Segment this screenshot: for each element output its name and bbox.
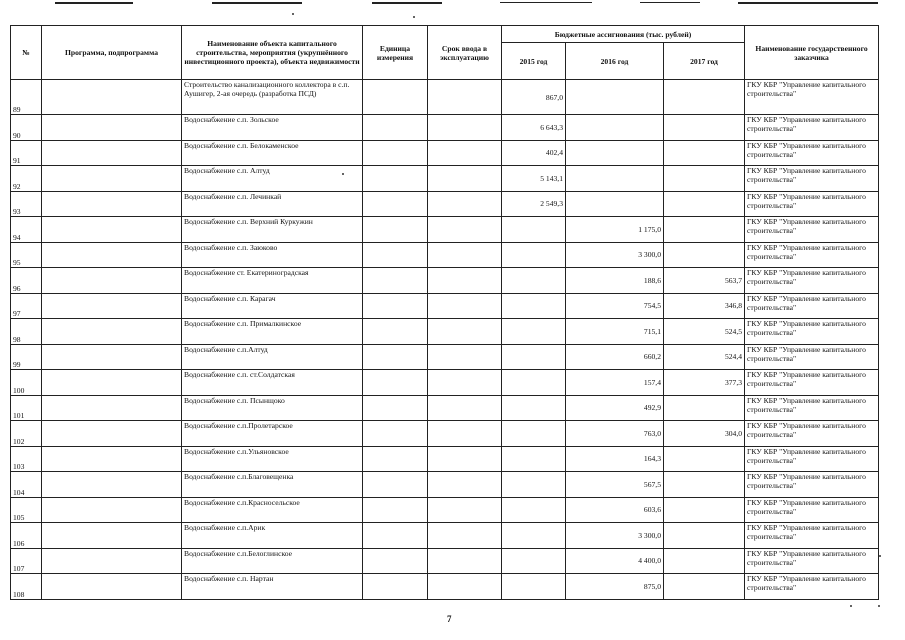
row-program xyxy=(42,344,182,370)
scan-speck xyxy=(342,173,344,175)
row-value-2016: 4 400,0 xyxy=(566,548,664,574)
budget-table xyxy=(10,25,879,600)
row-unit xyxy=(363,115,428,141)
table-row xyxy=(11,446,879,472)
col-budget-header: Бюджетные ассигнования (тыс. рублей) xyxy=(502,26,745,43)
row-program xyxy=(42,242,182,268)
row-object-name: Водоснабжение с.п.Алтуд xyxy=(182,344,363,370)
row-object-name: Водоснабжение с.п. Заюково xyxy=(182,242,363,268)
col-num-header: № xyxy=(11,26,42,80)
row-object-name: Водоснабжение с.п. Зольское xyxy=(182,115,363,141)
row-value-2016: 763,0 xyxy=(566,421,664,447)
table-row xyxy=(11,548,879,574)
row-unit xyxy=(363,268,428,294)
row-value-2017 xyxy=(664,395,745,421)
row-unit xyxy=(363,140,428,166)
row-value-2017 xyxy=(664,242,745,268)
table-row xyxy=(11,574,879,600)
row-program xyxy=(42,370,182,396)
row-customer: ГКУ КБР "Управление капитального строительства" xyxy=(745,217,879,243)
row-unit xyxy=(363,217,428,243)
row-value-2016: 3 300,0 xyxy=(566,523,664,549)
row-object-name: Водоснабжение с.п.Пролетарское xyxy=(182,421,363,447)
col-unit-header: Единица измерения xyxy=(363,26,428,80)
row-program xyxy=(42,191,182,217)
row-customer: ГКУ КБР "Управление капитального строительства" xyxy=(745,370,879,396)
row-customer: ГКУ КБР "Управление капитального строительства" xyxy=(745,574,879,600)
row-program xyxy=(42,421,182,447)
row-customer: ГКУ КБР "Управление капитального строительства" xyxy=(745,293,879,319)
row-deadline xyxy=(428,293,502,319)
col-2015-header: 2015 год xyxy=(502,43,566,80)
row-value-2015 xyxy=(502,472,566,498)
table-row xyxy=(11,523,879,549)
table-row xyxy=(11,80,879,115)
row-object-name: Водоснабжение с.п. Верхний Куркужин xyxy=(182,217,363,243)
row-unit xyxy=(363,293,428,319)
row-value-2017 xyxy=(664,140,745,166)
row-program xyxy=(42,446,182,472)
table-row xyxy=(11,497,879,523)
row-deadline xyxy=(428,319,502,345)
row-deadline xyxy=(428,395,502,421)
row-value-2016: 3 300,0 xyxy=(566,242,664,268)
row-object-name: Водоснабжение с.п. Карагач xyxy=(182,293,363,319)
row-value-2016: 754,5 xyxy=(566,293,664,319)
row-unit xyxy=(363,344,428,370)
scan-speck xyxy=(292,13,294,15)
row-value-2015: 402,4 xyxy=(502,140,566,166)
table-row xyxy=(11,344,879,370)
row-customer: ГКУ КБР "Управление капитального строительства" xyxy=(745,344,879,370)
row-object-name: Водоснабжение с.п. Алтуд xyxy=(182,166,363,192)
row-value-2015 xyxy=(502,319,566,345)
table-row xyxy=(11,217,879,243)
row-value-2017 xyxy=(664,191,745,217)
row-value-2017: 524,4 xyxy=(664,344,745,370)
row-object-name: Водоснабжение с.п.Ульяновское xyxy=(182,446,363,472)
row-object-name: Строительство канализационного коллектора в с.п. Аушигер, 2-ая очередь (разработка ПСД) xyxy=(182,80,363,115)
row-unit xyxy=(363,370,428,396)
row-value-2017 xyxy=(664,115,745,141)
row-program xyxy=(42,80,182,115)
col-2016-header: 2016 год xyxy=(566,43,664,80)
col-2017-header: 2017 год xyxy=(664,43,745,80)
row-number: 104 xyxy=(11,472,42,498)
row-customer: ГКУ КБР "Управление капитального строительства" xyxy=(745,446,879,472)
table-row xyxy=(11,293,879,319)
row-program xyxy=(42,140,182,166)
table-row xyxy=(11,472,879,498)
table-row xyxy=(11,242,879,268)
row-deadline xyxy=(428,344,502,370)
page-number: 7 xyxy=(447,614,452,624)
row-object-name: Водоснабжение с.п. Прималкинское xyxy=(182,319,363,345)
table-row xyxy=(11,370,879,396)
row-number: 107 xyxy=(11,548,42,574)
row-unit xyxy=(363,548,428,574)
row-deadline xyxy=(428,166,502,192)
row-value-2016: 492,9 xyxy=(566,395,664,421)
row-number: 100 xyxy=(11,370,42,396)
row-unit xyxy=(363,319,428,345)
row-value-2015 xyxy=(502,217,566,243)
row-number: 103 xyxy=(11,446,42,472)
scan-speck xyxy=(850,605,852,607)
col-program-header: Программа, подпрограмма xyxy=(42,26,182,80)
row-unit xyxy=(363,472,428,498)
top-rule xyxy=(372,2,442,4)
row-number: 99 xyxy=(11,344,42,370)
row-object-name: Водоснабжение с.п.Белоглинское xyxy=(182,548,363,574)
row-customer: ГКУ КБР "Управление капитального строительства" xyxy=(745,242,879,268)
row-customer: ГКУ КБР "Управление капитального строительства" xyxy=(745,268,879,294)
row-deadline xyxy=(428,80,502,115)
row-customer: ГКУ КБР "Управление капитального строительства" xyxy=(745,548,879,574)
scan-speck xyxy=(413,16,415,18)
table-row xyxy=(11,319,879,345)
row-value-2015 xyxy=(502,395,566,421)
row-number: 96 xyxy=(11,268,42,294)
row-value-2016: 567,5 xyxy=(566,472,664,498)
row-deadline xyxy=(428,574,502,600)
row-deadline xyxy=(428,140,502,166)
row-unit xyxy=(363,395,428,421)
row-value-2017: 377,3 xyxy=(664,370,745,396)
row-value-2017: 563,7 xyxy=(664,268,745,294)
row-deadline xyxy=(428,548,502,574)
row-number: 102 xyxy=(11,421,42,447)
row-program xyxy=(42,548,182,574)
row-program xyxy=(42,497,182,523)
row-unit xyxy=(363,242,428,268)
row-value-2016: 715,1 xyxy=(566,319,664,345)
table-row xyxy=(11,421,879,447)
row-object-name: Водоснабжение с.п. Белокаменское xyxy=(182,140,363,166)
row-number: 91 xyxy=(11,140,42,166)
row-object-name: Водоснабжение с.п.Арик xyxy=(182,523,363,549)
row-unit xyxy=(363,446,428,472)
row-value-2015 xyxy=(502,421,566,447)
scan-speck xyxy=(879,555,881,557)
row-program xyxy=(42,268,182,294)
row-deadline xyxy=(428,217,502,243)
row-number: 89 xyxy=(11,80,42,115)
row-number: 98 xyxy=(11,319,42,345)
row-unit xyxy=(363,80,428,115)
row-value-2017: 304,0 xyxy=(664,421,745,447)
row-program xyxy=(42,217,182,243)
top-rule xyxy=(55,2,133,4)
row-number: 95 xyxy=(11,242,42,268)
row-customer: ГКУ КБР "Управление капитального строительства" xyxy=(745,140,879,166)
col-deadline-header: Срок ввода в эксплуатацию xyxy=(428,26,502,80)
row-deadline xyxy=(428,523,502,549)
row-value-2015 xyxy=(502,574,566,600)
table-row xyxy=(11,268,879,294)
row-deadline xyxy=(428,191,502,217)
top-rule xyxy=(500,2,592,3)
table-row xyxy=(11,140,879,166)
row-value-2017 xyxy=(664,548,745,574)
row-number: 90 xyxy=(11,115,42,141)
row-object-name: Водоснабжение с.п. Нартан xyxy=(182,574,363,600)
table-row xyxy=(11,191,879,217)
row-value-2016 xyxy=(566,166,664,192)
row-value-2016: 875,0 xyxy=(566,574,664,600)
row-number: 97 xyxy=(11,293,42,319)
row-value-2016 xyxy=(566,115,664,141)
row-value-2017 xyxy=(664,472,745,498)
top-rule xyxy=(212,2,302,4)
row-value-2015 xyxy=(502,523,566,549)
row-program xyxy=(42,115,182,141)
row-customer: ГКУ КБР "Управление капитального строительства" xyxy=(745,421,879,447)
row-program xyxy=(42,319,182,345)
row-customer: ГКУ КБР "Управление капитального строительства" xyxy=(745,395,879,421)
row-customer: ГКУ КБР "Управление капитального строительства" xyxy=(745,472,879,498)
row-value-2015 xyxy=(502,548,566,574)
row-value-2015: 867,0 xyxy=(502,80,566,115)
row-value-2015: 5 143,1 xyxy=(502,166,566,192)
row-unit xyxy=(363,574,428,600)
row-value-2015 xyxy=(502,446,566,472)
row-deadline xyxy=(428,421,502,447)
row-unit xyxy=(363,497,428,523)
row-value-2015 xyxy=(502,293,566,319)
row-object-name: Водоснабжение с.п.Благовещенка xyxy=(182,472,363,498)
row-value-2015 xyxy=(502,242,566,268)
row-customer: ГКУ КБР "Управление капитального строительства" xyxy=(745,166,879,192)
table-row xyxy=(11,166,879,192)
row-number: 92 xyxy=(11,166,42,192)
row-number: 105 xyxy=(11,497,42,523)
row-object-name: Водоснабжение с.п. Псынщоко xyxy=(182,395,363,421)
row-value-2016 xyxy=(566,140,664,166)
row-value-2017 xyxy=(664,166,745,192)
row-number: 106 xyxy=(11,523,42,549)
row-object-name: Водоснабжение с.п.Красносельское xyxy=(182,497,363,523)
row-unit xyxy=(363,523,428,549)
col-customer-header: Наименование государственного заказчика xyxy=(745,26,879,80)
row-deadline xyxy=(428,242,502,268)
row-value-2015 xyxy=(502,497,566,523)
row-value-2017: 346,8 xyxy=(664,293,745,319)
row-value-2017: 524,5 xyxy=(664,319,745,345)
row-customer: ГКУ КБР "Управление капитального строительства" xyxy=(745,80,879,115)
row-unit xyxy=(363,166,428,192)
row-value-2015: 2 549,3 xyxy=(502,191,566,217)
row-value-2017 xyxy=(664,523,745,549)
table-row xyxy=(11,115,879,141)
row-number: 101 xyxy=(11,395,42,421)
table-row xyxy=(11,395,879,421)
row-value-2017 xyxy=(664,497,745,523)
row-customer: ГКУ КБР "Управление капитального строительства" xyxy=(745,319,879,345)
row-unit xyxy=(363,191,428,217)
row-deadline xyxy=(428,370,502,396)
row-value-2015 xyxy=(502,344,566,370)
row-value-2017 xyxy=(664,80,745,115)
row-value-2016 xyxy=(566,191,664,217)
row-deadline xyxy=(428,446,502,472)
row-number: 108 xyxy=(11,574,42,600)
row-number: 93 xyxy=(11,191,42,217)
row-value-2017 xyxy=(664,217,745,243)
row-deadline xyxy=(428,268,502,294)
row-value-2016: 157,4 xyxy=(566,370,664,396)
row-program xyxy=(42,293,182,319)
row-number: 94 xyxy=(11,217,42,243)
row-value-2016: 603,6 xyxy=(566,497,664,523)
row-program xyxy=(42,395,182,421)
row-program xyxy=(42,574,182,600)
row-unit xyxy=(363,421,428,447)
row-object-name: Водоснабжение с.п. Лечинкай xyxy=(182,191,363,217)
top-rule xyxy=(738,2,878,4)
row-program xyxy=(42,523,182,549)
col-object-header: Наименование объекта капитального строительства, мероприятия (укрупнённого инвестиционного проекта), объекта недвижимости xyxy=(182,26,363,80)
row-customer: ГКУ КБР "Управление капитального строительства" xyxy=(745,523,879,549)
row-value-2015 xyxy=(502,268,566,294)
row-value-2017 xyxy=(664,574,745,600)
row-deadline xyxy=(428,472,502,498)
row-value-2016 xyxy=(566,80,664,115)
row-value-2016: 660,2 xyxy=(566,344,664,370)
row-object-name: Водоснабжение ст. Екатериноградская xyxy=(182,268,363,294)
row-program xyxy=(42,166,182,192)
row-customer: ГКУ КБР "Управление капитального строительства" xyxy=(745,191,879,217)
row-object-name: Водоснабжение с.п. ст.Солдатская xyxy=(182,370,363,396)
top-rule xyxy=(640,2,700,3)
row-value-2017 xyxy=(664,446,745,472)
scan-speck xyxy=(878,605,880,607)
row-deadline xyxy=(428,115,502,141)
row-customer: ГКУ КБР "Управление капитального строительства" xyxy=(745,497,879,523)
row-program xyxy=(42,472,182,498)
row-value-2016: 188,6 xyxy=(566,268,664,294)
row-value-2016: 1 175,0 xyxy=(566,217,664,243)
row-deadline xyxy=(428,497,502,523)
row-value-2015 xyxy=(502,370,566,396)
row-value-2015: 6 643,3 xyxy=(502,115,566,141)
row-value-2016: 164,3 xyxy=(566,446,664,472)
row-customer: ГКУ КБР "Управление капитального строительства" xyxy=(745,115,879,141)
